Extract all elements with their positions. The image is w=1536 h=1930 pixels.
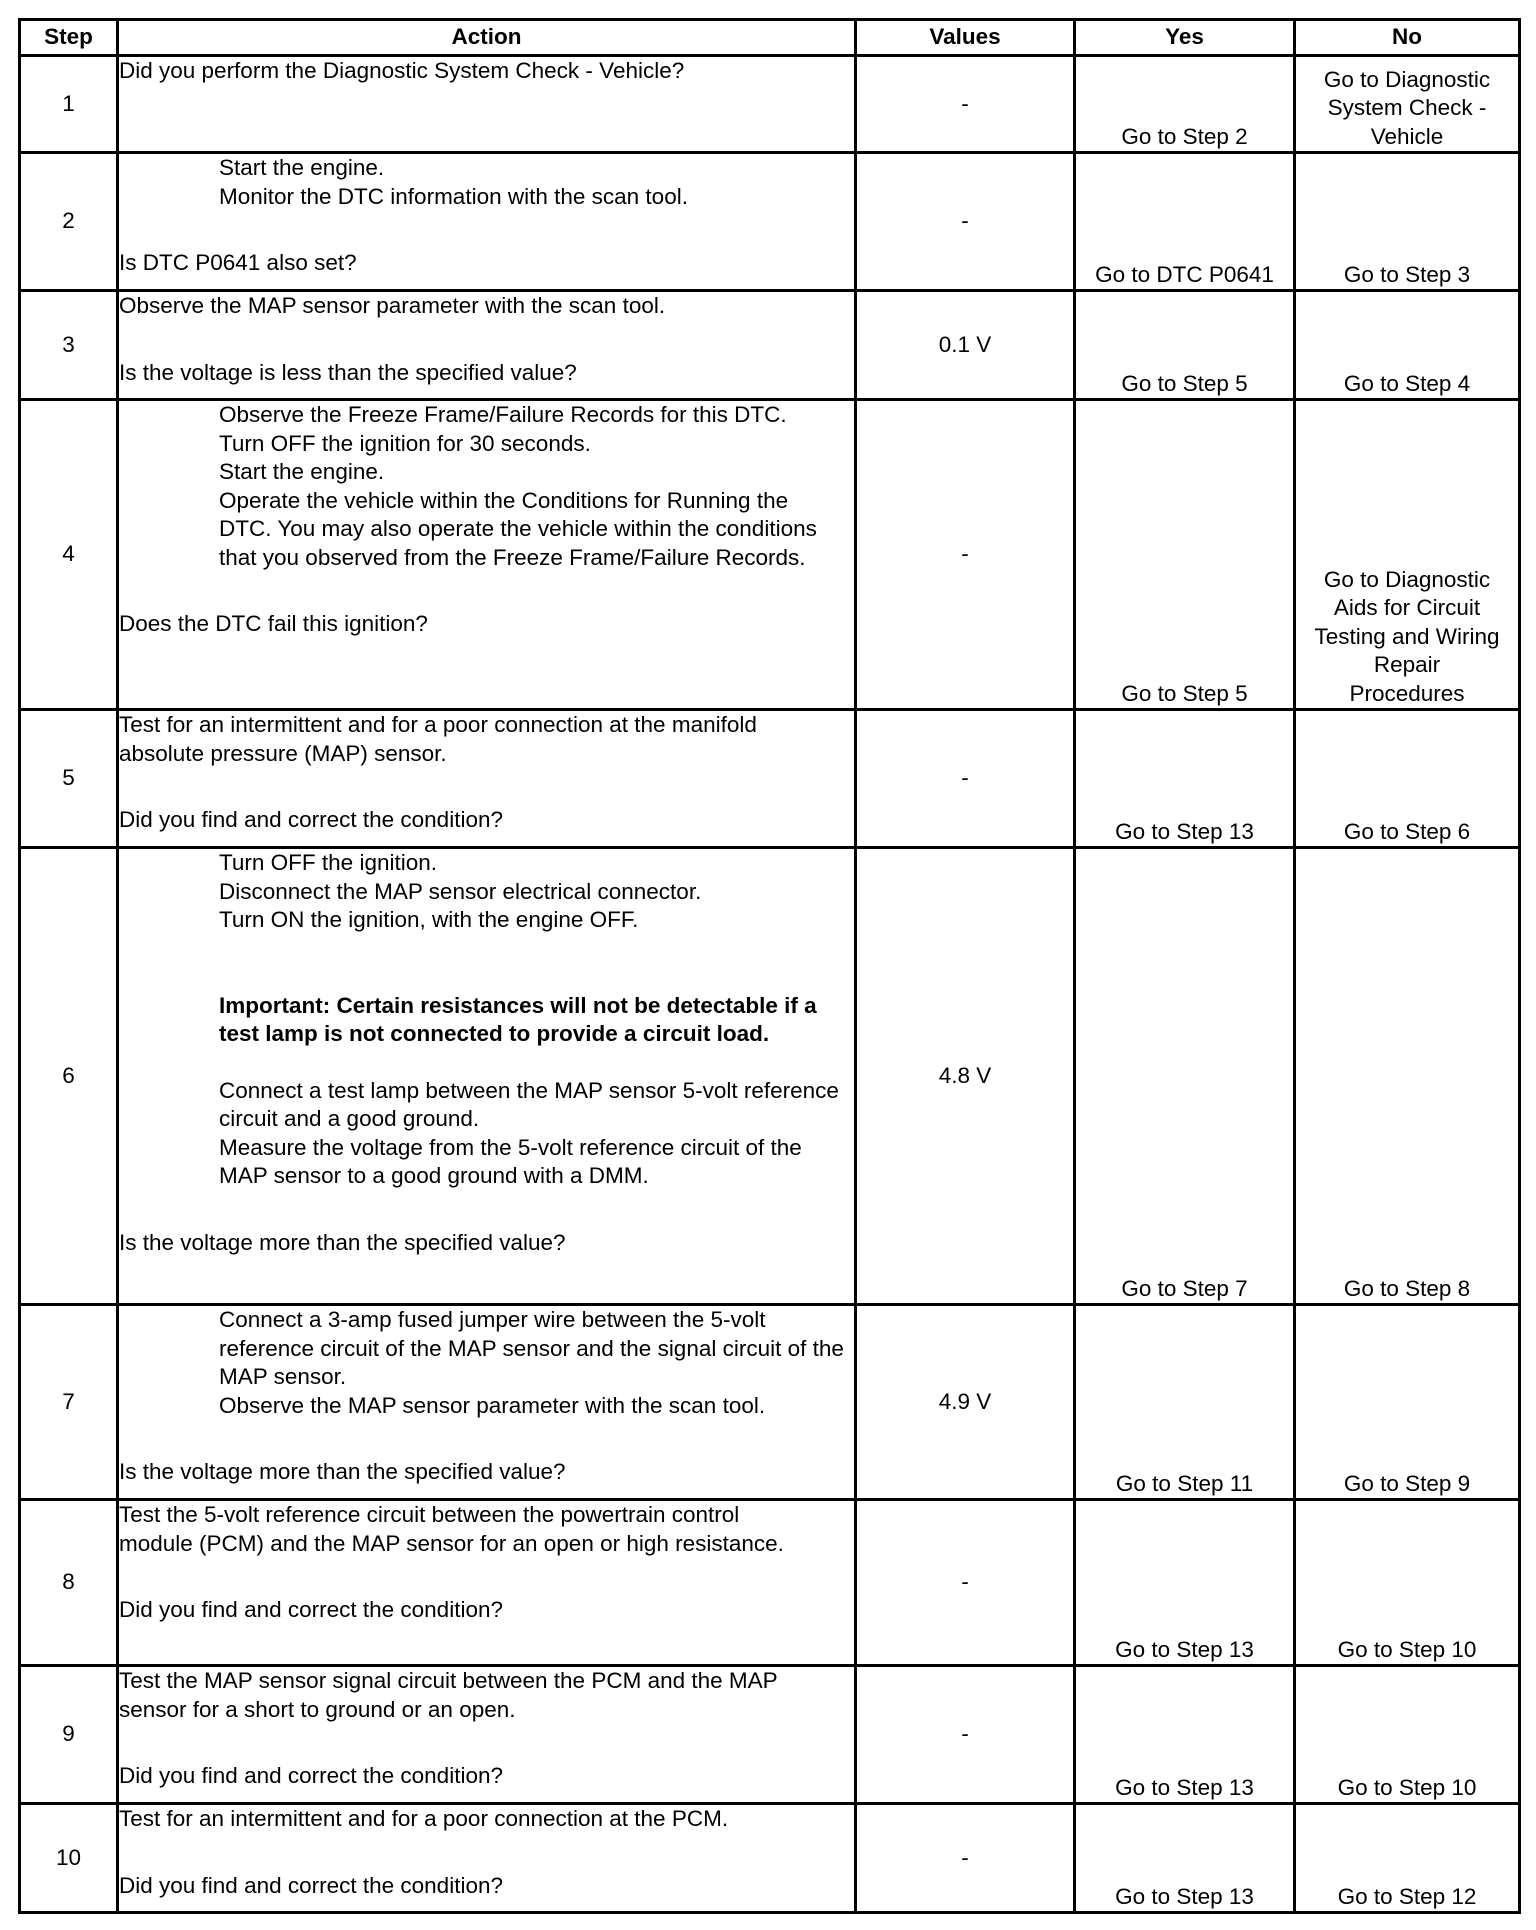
action-text: Observe the MAP sensor parameter with the scan tool. [119, 293, 666, 318]
action-question: Did you find and correct the condition? [119, 1597, 503, 1622]
action-cell [118, 153, 856, 291]
action-line: Start the engine. [219, 155, 385, 180]
yes-cell: Go to Step 13 [1075, 1804, 1295, 1913]
action-cell [118, 1305, 856, 1500]
header-no: No [1295, 20, 1520, 56]
value-cell: - [856, 1666, 1075, 1804]
table-row [20, 710, 1520, 848]
value-cell: 0.1 V [856, 291, 1075, 400]
action-line: Turn ON the ignition, with the engine OFF. [219, 907, 639, 932]
no-cell: Go to Step 12 [1295, 1804, 1520, 1913]
table-row [20, 291, 1520, 400]
action-text: Test the 5-volt reference circuit between the powertrain control module (PCM) and the MAP sensor for an open or high resistance. [119, 1502, 784, 1556]
action-question: Does the DTC fail this ignition? [119, 611, 428, 636]
no-cell: Go to Diagnostic Aids for Circuit Testing and Wiring Repair Procedures [1295, 400, 1520, 710]
table-row [20, 400, 1520, 710]
action-line: Monitor the DTC information with the scan tool. [219, 183, 688, 209]
action-text: Test for an intermittent and for a poor connection at the PCM. [119, 1806, 729, 1831]
value-cell: - [856, 710, 1075, 848]
action-text: Test the MAP sensor signal circuit between the PCM and the MAP sensor for a short to ground or an open. [119, 1668, 778, 1722]
action-line: Disconnect the MAP sensor electrical connector. [219, 878, 702, 904]
action-text: Did you perform the Diagnostic System Check - Vehicle? [119, 58, 685, 83]
action-cell [118, 56, 856, 153]
value-cell: - [856, 1500, 1075, 1666]
action-question: Is the voltage more than the specified value? [119, 1229, 566, 1255]
action-line: Turn OFF the ignition. [219, 850, 438, 875]
action-question: Is the voltage is less than the specified value? [119, 359, 577, 385]
action-line: Connect a test lamp between the MAP sensor 5-volt reference circuit and a good ground. [219, 1077, 839, 1131]
action-line: Observe the MAP sensor parameter with the scan tool. [219, 1392, 766, 1418]
yes-cell: Go to DTC P0641 [1075, 153, 1295, 291]
action-question: Did you find and correct the condition? [119, 1763, 503, 1788]
action-cell [118, 1500, 856, 1666]
step-number: 6 [20, 848, 118, 1305]
value-cell: - [856, 56, 1075, 153]
action-cell [118, 291, 856, 400]
header-action: Action [118, 20, 856, 56]
yes-cell: Go to Step 13 [1075, 1500, 1295, 1666]
action-cell [118, 848, 856, 1305]
table-row [20, 1666, 1520, 1804]
step-number: 3 [20, 291, 118, 400]
header-yes: Yes [1075, 20, 1295, 56]
header-row [20, 20, 1520, 56]
value-cell: - [856, 400, 1075, 710]
table-row [20, 153, 1520, 291]
no-cell: Go to Step 10 [1295, 1500, 1520, 1666]
step-number: 7 [20, 1305, 118, 1500]
yes-cell: Go to Step 5 [1075, 291, 1295, 400]
no-cell: Go to Step 6 [1295, 710, 1520, 848]
action-question: Did you find and correct the condition? [119, 807, 503, 832]
yes-cell: Go to Step 13 [1075, 1666, 1295, 1804]
no-cell: Go to Diagnostic System Check - Vehicle [1295, 56, 1520, 153]
table-row [20, 848, 1520, 1305]
table-row [20, 1804, 1520, 1913]
yes-cell: Go to Step 2 [1075, 56, 1295, 153]
action-question: Did you find and correct the condition? [119, 1872, 503, 1898]
action-line: Measure the voltage from the 5-volt reference circuit of the MAP sensor to a good ground with a DMM. [219, 1134, 802, 1188]
value-cell: 4.8 V [856, 848, 1075, 1305]
action-line: Observe the Freeze Frame/Failure Records for this DTC. [219, 402, 787, 427]
no-cell: Go to Step 9 [1295, 1305, 1520, 1500]
header-step: Step [20, 20, 118, 56]
important-note: Important: Certain resistances will not be detectable if a test lamp is not connected to provide a circuit load. [219, 992, 817, 1046]
value-cell: 4.9 V [856, 1305, 1075, 1500]
step-number: 9 [20, 1666, 118, 1804]
step-number: 5 [20, 710, 118, 848]
yes-cell: Go to Step 11 [1075, 1305, 1295, 1500]
value-cell: - [856, 153, 1075, 291]
action-cell [118, 1666, 856, 1804]
yes-cell: Go to Step 7 [1075, 848, 1295, 1305]
table-row [20, 1305, 1520, 1500]
header-values: Values [856, 20, 1075, 56]
no-cell: Go to Step 4 [1295, 291, 1520, 400]
no-cell: Go to Step 3 [1295, 153, 1520, 291]
no-cell: Go to Step 8 [1295, 848, 1520, 1305]
step-number: 4 [20, 400, 118, 710]
no-cell: Go to Step 10 [1295, 1666, 1520, 1804]
table-row [20, 56, 1520, 153]
diagnostic-table [18, 18, 1521, 1914]
table-row [20, 1500, 1520, 1666]
action-text: Test for an intermittent and for a poor connection at the manifold absolute pressure (MAP) sensor. [119, 712, 757, 766]
action-cell [118, 1804, 856, 1913]
action-line: Operate the vehicle within the Conditions for Running the DTC. You may also operate the vehicle within the conditions that you observed from the Freeze Frame/Failure Records. [219, 487, 817, 570]
step-number: 2 [20, 153, 118, 291]
action-line: Connect a 3-amp fused jumper wire between the 5-volt reference circuit of the MAP sensor and the signal circuit of the MAP sensor. [219, 1307, 844, 1389]
action-question: Is the voltage more than the specified value? [119, 1459, 566, 1484]
action-cell [118, 710, 856, 848]
step-number: 1 [20, 56, 118, 153]
yes-cell: Go to Step 5 [1075, 400, 1295, 710]
action-question: Is DTC P0641 also set? [119, 250, 357, 275]
step-number: 8 [20, 1500, 118, 1666]
action-cell [118, 400, 856, 710]
action-line: Start the engine. [219, 459, 385, 484]
action-line: Turn OFF the ignition for 30 seconds. [219, 430, 591, 456]
step-number: 10 [20, 1804, 118, 1913]
value-cell: - [856, 1804, 1075, 1913]
yes-cell: Go to Step 13 [1075, 710, 1295, 848]
